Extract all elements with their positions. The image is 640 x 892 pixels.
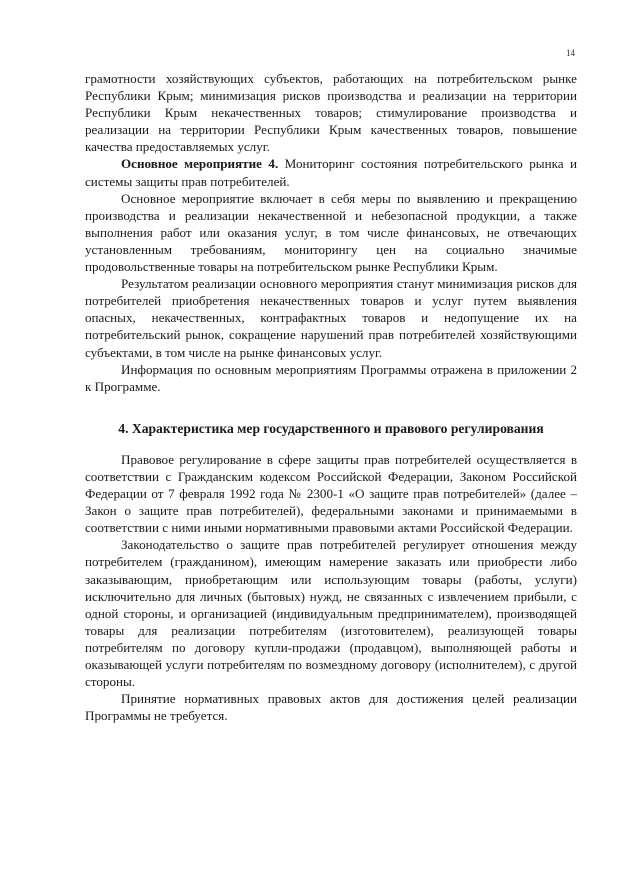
document-body (85, 70, 577, 724)
paragraph-no-acts-required: Принятие нормативных правовых актов для достижения целей реализации Программы не требуется. (85, 691, 577, 724)
paragraph-measure-result: Результатом реализации основного мероприятия станут минимизация рисков для потребителей приобретения некачественных товаров и услуг путем выявления опасных, некачественных, контрафактных товаров и недопущение их на потребительский рынок, сокращение нарушений прав потребителей хозяйствующими субъектами, в том числе на рынке финансовых услуг. (85, 276, 577, 360)
paragraph-appendix-reference: Информация по основным мероприятиям Программы отражена в приложении 2 к Программе. (85, 361, 577, 394)
page-number: 14 (566, 48, 575, 58)
measure-4-title: Основное мероприятие 4. (121, 156, 279, 172)
paragraph-legislation-scope: Законодательство о защите прав потребителей регулирует отношения между потребителем (гражданином), имеющим намерение заказать или приобрести либо заказывающим, приобретающим или использующим товары (работы, услуги) исключительно для личных (бытовых) нужд, не связанных с извлечением прибыли, с одной стороны, и организацией (индивидуальным предпринимателем), производящей товары для реализации потребителям (изготовителем), реализующей товары потребителям по договору купли-продажи (продавцом), выполняющей работы и оказывающей услуги потребителям по возмездному договору (исполнителем), с другой стороны. (85, 537, 577, 690)
paragraph-legal-regulation: Правовое регулирование в сфере защиты прав потребителей осуществляется в соответствии с Гражданским кодексом Российской Федерации, Законом Российской Федерации от 7 февраля 1992 года № 2300-1 «О защите прав потребителей» (далее – Закон о защите прав потребителей), федеральными законами и принимаемыми в соответствии с ними иными нормативными правовыми актами Российской Федерации. (85, 451, 577, 536)
measure-4-paragraph (85, 155, 577, 189)
paragraph-measure-description: Основное мероприятие включает в себя меры по выявлению и прекращению производства и реализации некачественной и небезопасной продукции, а также выполнения работ или оказания услуг, в том числе финансовых, не отвечающих установленным требованиям, мониторингу цен на социально значимые продовольственные товары на потребительском рынке Республики Крым. (85, 190, 577, 275)
paragraph-continuation: грамотности хозяйствующих субъектов, работающих на потребительском рынке Республики Крым; минимизация рисков производства и реализации на территории Республики Крым некачественных товаров; стимулирование производства и реализации на территории Республики Крым качественных товаров, повышение качества предоставляемых услуг. (85, 71, 577, 155)
measure-4-text: Мониторинг состояния потребительского рынка и системы защиты прав потребителей. (85, 156, 577, 189)
section-heading: 4. Характеристика мер государственного и правового регулирования (118, 420, 544, 436)
